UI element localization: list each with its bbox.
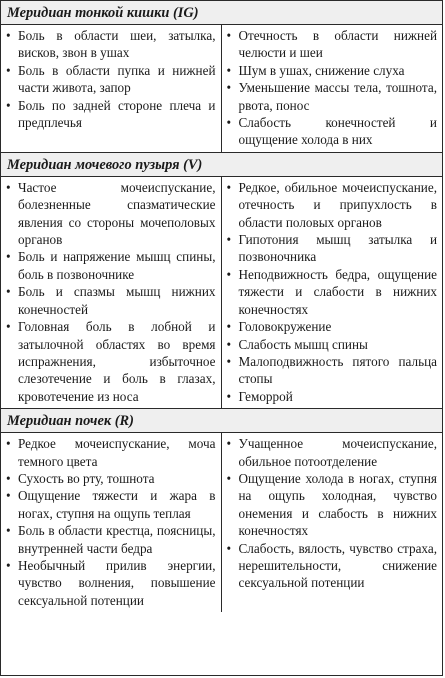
list-item <box>227 318 438 335</box>
list-item <box>227 388 438 405</box>
list-item <box>227 266 438 318</box>
list-item <box>6 283 216 318</box>
list-item-text: Головная боль в лобной и затылочной областях во время испражнения, избыточное слезотечение и боль в глазах, кровотечение из носа <box>18 319 216 404</box>
list-item-text: Боль и спазмы мышц нижних конечностей <box>18 284 216 317</box>
section-title: Меридиан тонкой кишки (IG) <box>1 1 442 25</box>
list-item-text: Боль в области крестца, поясницы, внутренней части бедра <box>18 523 216 556</box>
column-right <box>222 25 443 152</box>
list-item <box>6 435 216 470</box>
list-item-text: Гипотония мышц затылка и позвоночника <box>238 232 437 265</box>
section-columns <box>1 177 442 408</box>
list-item <box>6 487 216 522</box>
column-right <box>222 433 443 612</box>
list-item <box>6 62 216 97</box>
list-item-text: Головокружение <box>238 319 332 335</box>
list-item-text: Шум в ушах, снижение слуха <box>238 62 405 78</box>
list-item-text: Необычный прилив энергии, чувство волнения, повышение сексуальной потенции <box>18 557 216 608</box>
list-item-text: Уменьшение массы тела, тошнота, рвота, понос <box>238 80 437 113</box>
list-item <box>227 435 438 470</box>
list-item-text: Боль и напряжение мышц спины, боль в позвоночнике <box>18 249 216 282</box>
list-item <box>227 540 438 592</box>
list-item-text: Ощущение тяжести и жара в ногах, ступня на ощупь теплая <box>18 488 216 521</box>
column-left <box>1 25 222 152</box>
list-item <box>227 114 438 149</box>
column-left <box>1 177 222 408</box>
list-item <box>227 353 438 388</box>
list-item-text: Отечность в области нижней челюсти и шеи <box>238 28 437 61</box>
list-item <box>227 179 438 231</box>
list-item <box>6 27 216 62</box>
list-item <box>6 97 216 132</box>
list-item <box>227 62 438 79</box>
section-small-intestine <box>1 1 442 153</box>
list-item <box>227 231 438 266</box>
list-item-text: Слабость мышц спины <box>238 336 368 352</box>
list-item <box>6 318 216 405</box>
list-item-text: Боль по задней стороне плеча и предплечья <box>18 97 216 131</box>
list-item-text: Малоподвижность пятого пальца стопы <box>238 353 437 387</box>
section-bladder <box>1 153 442 409</box>
section-kidney <box>1 409 442 612</box>
section-columns <box>1 25 442 152</box>
list-item-text: Неподвижность бедра, ощущение тяжести и слабости в нижних конечностях <box>238 266 437 317</box>
list-item-text: Боль в области шеи, затылка, висков, звон в ушах <box>18 28 216 61</box>
list-item-text: Редкое, обильное мочеиспускание, отечность и припухлость в области половых органов <box>238 179 437 230</box>
list-item-text: Боль в области пупка и нижней части живота, запор <box>18 62 216 96</box>
list-item <box>227 470 438 540</box>
list-item <box>6 522 216 557</box>
section-columns <box>1 433 442 612</box>
list-item-text: Сухость во рту, тошнота <box>18 470 155 486</box>
list-item-text: Геморрой <box>238 388 293 404</box>
section-title: Меридиан почек (R) <box>1 409 442 433</box>
list-item-text: Редкое мочеиспускание, моча темного цвета <box>18 436 216 469</box>
column-left <box>1 433 222 612</box>
list-item <box>227 27 438 62</box>
column-right <box>222 177 443 408</box>
list-item <box>227 336 438 353</box>
list-item-text: Учащенное мочеиспускание, обильное потоотделение <box>238 436 437 469</box>
list-item <box>6 248 216 283</box>
list-item-text: Слабость, вялость, чувство страха, нерешительности, снижение сексуальной потенции <box>238 540 437 591</box>
list-item-text: Слабость конечностей и ощущение холода в них <box>238 115 437 148</box>
section-title: Меридиан мочевого пузыря (V) <box>1 153 442 177</box>
list-item <box>227 79 438 114</box>
list-item-text: Ощущение холода в ногах, ступня на ощупь холодная, чувство онемения и слабость в нижних конечностях <box>238 470 437 539</box>
list-item-text: Частое мочеиспускание, болезненные спазматические явления со стороны мочеполовых органов <box>18 179 216 248</box>
list-item <box>6 470 216 487</box>
list-item <box>6 179 216 249</box>
list-item <box>6 557 216 609</box>
